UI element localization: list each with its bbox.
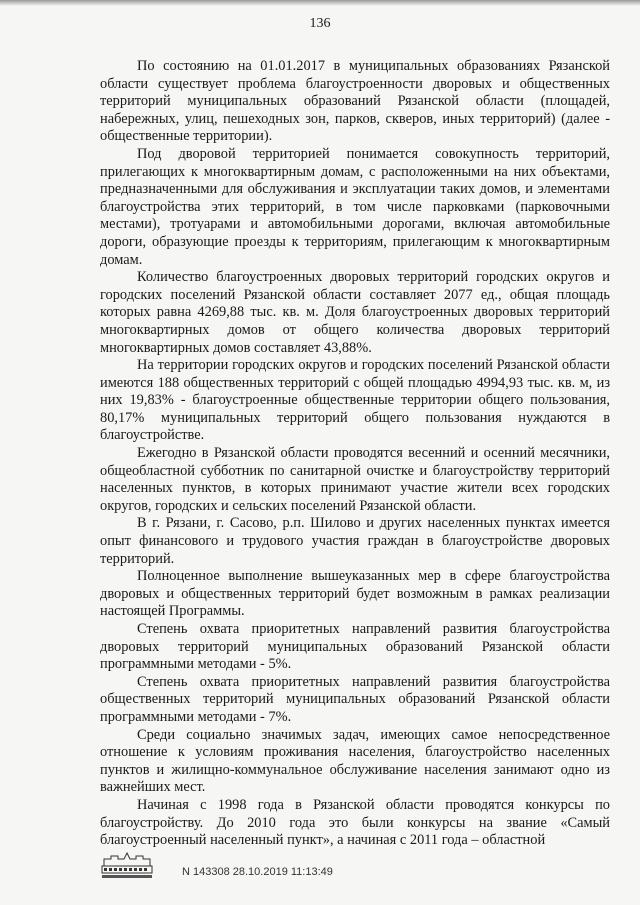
paragraph: Количество благоустроенных дворовых территорий городских округов и городских поселений Рязанской области составляет 2077 ед., общая площадь которых равна 4269,88 тыс. кв. м. Доля благоустроенных дворовых территорий многоквартирных домов от общего количества дворовых территорий многоквартирных домов составляет 43,88%. — [100, 269, 610, 356]
scan-top-edge — [0, 0, 640, 6]
page-number: 136 — [309, 16, 331, 31]
paragraph: Степень охвата приоритетных направлений развития благоустройства общественных территорий муниципальных образований Рязанской области программными методами - 7%. — [100, 673, 610, 725]
document-body — [100, 58, 610, 850]
document-registration-code: N 143308 28.10.2019 11:13:49 — [182, 866, 333, 878]
paragraph: По состоянию на 01.01.2017 в муниципальных образованиях Рязанской области существует проблема благоустроенности дворовых и общественных территорий муниципальных образований Рязанской области (площадей, набережных, улиц, пешеходных зон, парков, скверов, иных территорий) (далее - общественные территории). — [100, 58, 610, 145]
building-stamp-icon — [98, 850, 156, 880]
paragraph: Среди социально значимых задач, имеющих самое непосредственное отношение к условиям проживания населения, благоустройство населенных пунктов и жилищно-коммунальное обслуживание населения занимают одно из важнейших мест. — [100, 726, 610, 796]
paragraph: Степень охвата приоритетных направлений развития благоустройства дворовых территорий муниципальных образований Рязанской области программными методами - 5%. — [100, 621, 610, 673]
paragraph: Полноценное выполнение вышеуказанных мер в сфере благоустройства дворовых и общественных территорий будет возможным в рамках реализации настоящей Программы. — [100, 568, 610, 620]
paragraph: Начиная с 1998 года в Рязанской области проводятся конкурсы по благоустройству. До 2010 года это были конкурсы на звание «Самый благоустроенный населенный пункт», а начиная с 2011 года – областной — [100, 796, 610, 849]
paragraph: В г. Рязани, г. Сасово, р.п. Шилово и других населенных пунктах имеется опыт финансового и трудового участия граждан в благоустройстве дворовых территорий. — [100, 515, 610, 567]
paragraph: Под дворовой территорией понимается совокупность территорий, прилегающих к многоквартирным домам, с расположенными на них объектами, предназначенными для обслуживания и эксплуатации таких домов, и элементами благоустройства этих территорий, в том числе парковками (парковочными местами), тротуарами и автомобильными дорогами, включая автомобильные дороги, образующие проезды к территориям, прилегающим к многоквартирным домам. — [100, 145, 610, 268]
paragraph: Ежегодно в Рязанской области проводятся весенний и осенний месячники, общеобластной субботник по санитарной очистке и благоустройству территорий населенных пунктов, в которых принимают участие жители всех городских округов, городских и сельских поселений Рязанской области. — [100, 445, 610, 514]
paragraph: На территории городских округов и городских поселений Рязанской области имеются 188 общественных территорий с общей площадью 4994,93 тыс. кв. м, из них 19,83% - благоустроенные общественные территории общего пользования, 80,17% муниципальных территорий общего пользования нуждаются в благоустройстве. — [100, 357, 610, 444]
